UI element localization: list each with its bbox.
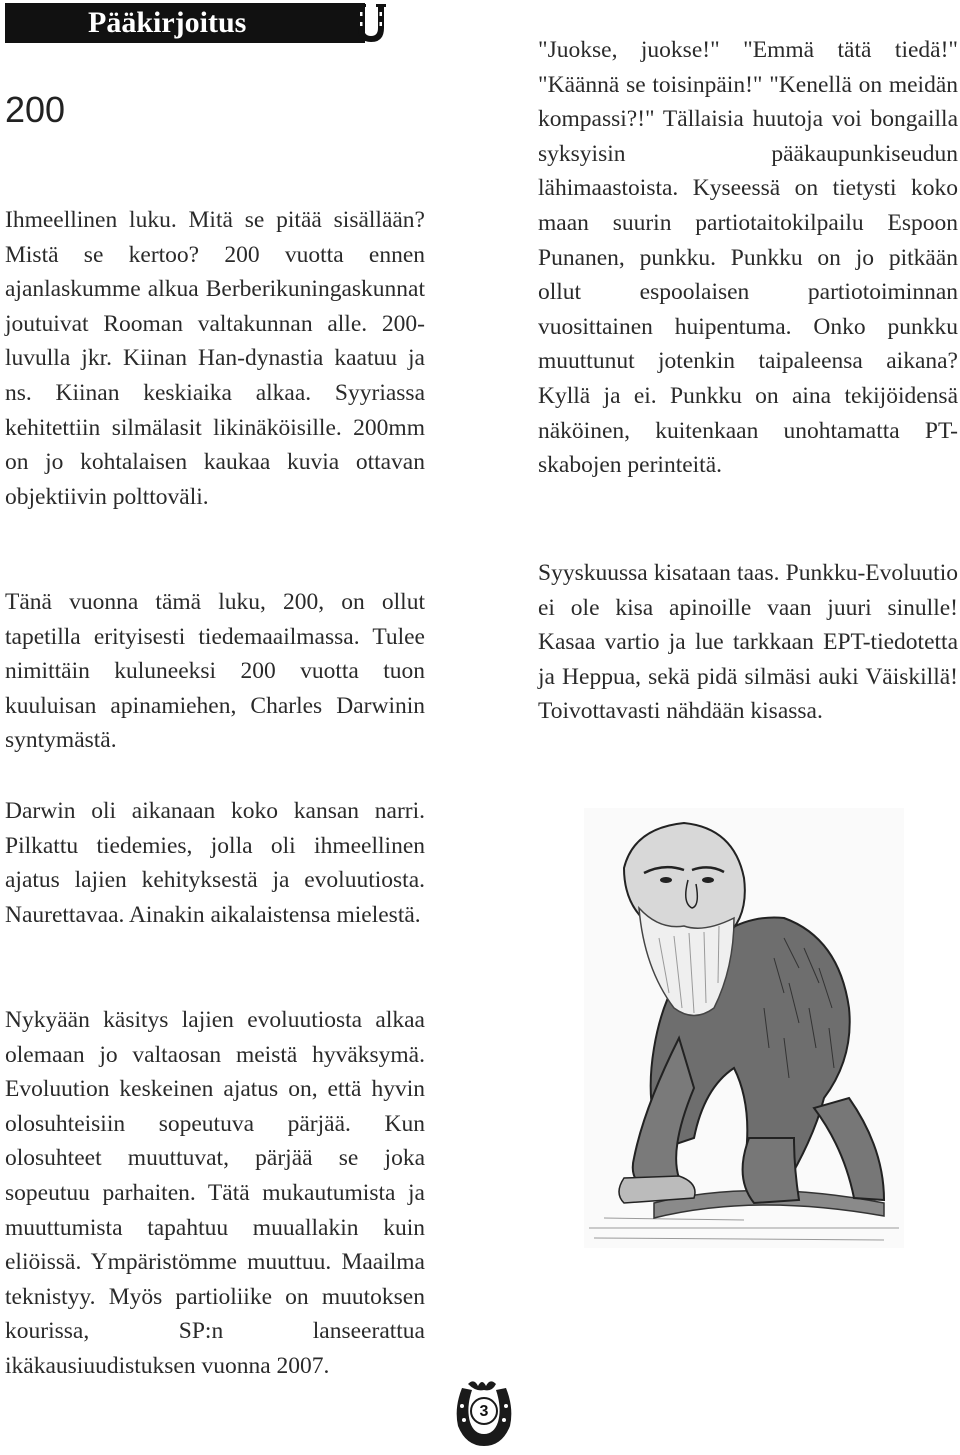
darwin-ape-caricature-icon — [584, 808, 904, 1248]
paragraph: Darwin oli aikanaan koko kansan narri. Pilkattu tiedemies, jolla oli ihmeellinen ajatus lajien kehityksestä ja evoluutiosta. Naurettavaa. Ainakin aikalaistensa mielestä. — [5, 798, 425, 928]
paragraph: Tänä vuonna tämä luku, 200, on ollut tapetilla erityisesti tiedemaailmassa. Tulee nimittäin kuluneeksi 200 vuotta tuon kuuluisan apinamiehen, Charles Darwinin syntymästä. — [5, 589, 425, 754]
paragraph: "Juokse, juokse!" "Emmä tätä tiedä!" "Käännä se toisinpäin!" "Kenellä on meidän kompassi?!" Tällaisia huutoja voi bongailla syksyisin pääkaupunkiseudun lähimaastoista. Kyseessä on tietysti koko maan suurin partiotaitokilpailu Espoon Punanen, punkku. Punkku on jo pitkään ollut espoolaisen partiotoiminnan vuosittainen huipentuma. Onko punkku muuttunut jotenkin taipaleensa aikana? Kyllä ja ei. Punkku on aina tekijöidensä näköinen, kuitenkaan unohtamatta PT-skabojen perinteitä. — [538, 37, 958, 479]
horseshoe-icon — [350, 2, 392, 44]
section-title: Pääkirjoitus — [88, 6, 247, 39]
page-number: 3 — [479, 1403, 489, 1420]
article-headline: 200 — [5, 89, 66, 130]
paragraph: Nykyään käsitys lajien evoluutiosta alkaa olemaan jo valtaosan meistä hyväksymä. Evoluution keskeinen ajatus on, että hyvin olosuhteisiin sopeutuva pärjää. Kun olosuhteet muuttuvat, pärjää se joka sopeutuu parhaiten. Tätä mukautumista ja muuttumista tapahtuu muuallakin kuin eliöissä. Ympäristömme muuttuu. Maailma teknistyy. Myös partioliike on muutoksen kourissa, SP:n lanseerattua ikäkausiuudistuksen vuonna 2007. — [5, 1007, 425, 1379]
paragraph: Syyskuussa kisataan taas. Punkku-Evoluutio ei ole kisa apinoille vaan juuri sinulle! Kasaa vartio ja lue tarkkaan EPT-tiedotetta ja Heppua, sekä pidä silmäsi auki Väiskillä! Toivottavasti nähdään kisassa. — [538, 560, 958, 725]
paragraph: Ihmeellinen luku. Mitä se pitää sisällään? Mistä se kertoo? 200 vuotta ennen ajanlaskumme alkua Berberikuningaskunnat joutuivat Rooman valtakunnan alle. 200-luvulla jkr. Kiinan Han-dynastia kaatuu ja ns. Kiinan keskiaika alkaa. Syyriassa kehitettiin silmälasit likinäköisille. 200mm on jo kohtalaisen kaukaa kuvia ottavan objektiivin polttoväli. — [5, 207, 425, 510]
